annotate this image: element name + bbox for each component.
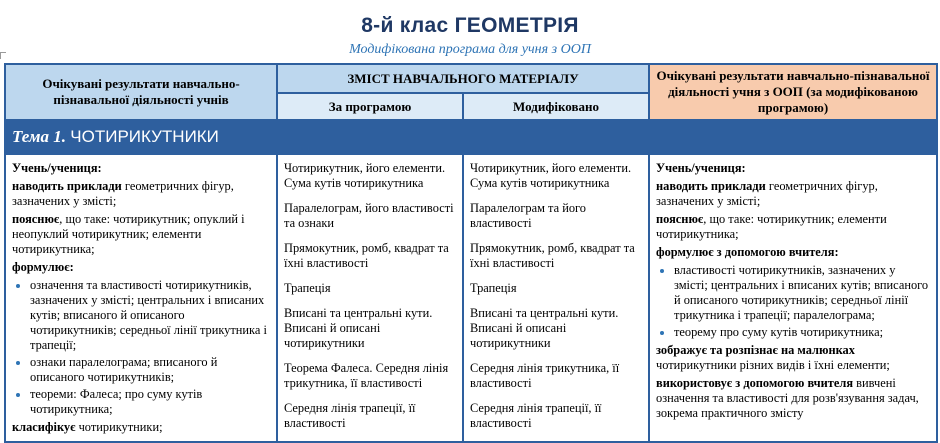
- program-topics-cell: [277, 154, 463, 442]
- header-by-program: [277, 93, 463, 120]
- list-item: Середня лінія трикутника, її властивості: [470, 361, 620, 390]
- results-item-classifies: класифікує чотирикутники;: [12, 420, 163, 434]
- header-content: [277, 64, 649, 93]
- header-by-program-label: За програмою: [328, 98, 412, 114]
- list-item: • властивості чотирикутників, зазначених у змісті; центральних і вписаних кутів; вписаного й описаного чотирикутників; середньої лінії трикутника і трапеції; паралелограма;: [674, 263, 930, 323]
- list-item: Теорема Фалеса. Середня лінія трикутника, її властивості: [284, 361, 449, 390]
- topic-name: ЧОТИРИКУТНИКИ: [70, 127, 219, 146]
- header-expected-results: [5, 64, 277, 120]
- list-item: Прямокутник, ромб, квадрат та їхні властивості: [470, 241, 635, 270]
- results-item-formulates: формулює:: [12, 260, 74, 274]
- list-item: • теореми: Фалеса; про суму кутів чотирикутника;: [30, 387, 270, 417]
- oop-item-draws: зображує та розпізнає на малюнках чотирикутники різних видів і їхні елементи;: [656, 343, 890, 372]
- text-boundary-mark: [0, 52, 6, 59]
- list-item: Трапеція: [470, 281, 517, 295]
- results-item-examples: наводить приклади геометричних фігур, зазначених у змісті;: [12, 179, 234, 208]
- list-item: • теорему про суму кутів чотирикутника;: [674, 325, 930, 340]
- oop-student-label: Учень/учениця:: [656, 161, 746, 175]
- oop-bullet-list: [656, 263, 930, 340]
- header-expected-results-oop-label: Очікувані результати навчально-пізнавальної діяльності учня з ООП (за модифікованою програмою): [656, 68, 930, 115]
- list-item: Паралелограм та його властивості: [470, 201, 586, 230]
- topic-number: Тема 1.: [12, 127, 67, 146]
- oop-item-formulates: формулює з допомогою вчителя:: [656, 245, 839, 259]
- oop-results-cell: [649, 154, 937, 442]
- list-item: Вписані та центральні кути. Вписані й описані чотирикутники: [470, 306, 619, 350]
- header-expected-results-label: Очікувані результати навчально-пізнавальної діяльності учнів: [42, 76, 240, 107]
- list-item: Прямокутник, ромб, квадрат та їхні властивості: [284, 241, 449, 270]
- header-modified-label: Модифіковано: [513, 98, 599, 114]
- header-content-label: ЗМІСТ НАВЧАЛЬНОГО МАТЕРІАЛУ: [347, 70, 579, 86]
- header-modified: [463, 93, 649, 120]
- oop-item-explains: пояснює, що таке: чотирикутник; елементи чотирикутника;: [656, 212, 887, 241]
- header-expected-results-oop: [649, 64, 937, 120]
- results-bullet-list: [12, 278, 270, 417]
- list-item: Чотирикутник, його елементи. Сума кутів чотирикутника: [284, 161, 446, 190]
- list-item: • ознаки паралелограма; вписаного й описаного чотирикутників;: [30, 355, 270, 385]
- list-item: Паралелограм, його властивості та ознаки: [284, 201, 454, 230]
- curriculum-table: [4, 63, 938, 443]
- topic-row: [5, 120, 937, 154]
- results-item-explains: пояснює, що таке: чотирикутник; опуклий і неопуклий чотирикутник; елементи чотирикутника;: [12, 212, 245, 256]
- results-cell: [5, 154, 277, 442]
- modified-topics-cell: [463, 154, 649, 442]
- oop-item-uses: використовує з допомогою вчителя вивчені означення та властивості для розв'язування задач, зокрема практичного змісту: [656, 376, 919, 420]
- list-item: Середня лінія трапеції, її властивості: [284, 401, 416, 430]
- list-item: Середня лінія трапеції, її властивості: [470, 401, 602, 430]
- document-subtitle: Модифікована програма для учня з ООП: [349, 42, 591, 57]
- list-item: • означення та властивості чотирикутників, зазначених у змісті; центральних і вписаних кутів; вписаного й описаного чотирикутників; середньої лінії трикутника і трапеції;: [30, 278, 270, 353]
- list-item: Трапеція: [284, 281, 331, 295]
- list-item: Вписані та центральні кути. Вписані й описані чотирикутники: [284, 306, 433, 350]
- oop-item-examples: наводить приклади геометричних фігур, зазначених у змісті;: [656, 179, 878, 208]
- list-item: Чотирикутник, його елементи. Сума кутів чотирикутника: [470, 161, 632, 190]
- results-student-label: Учень/учениця:: [12, 161, 102, 175]
- document-title: 8-й клас ГЕОМЕТРІЯ: [361, 14, 579, 37]
